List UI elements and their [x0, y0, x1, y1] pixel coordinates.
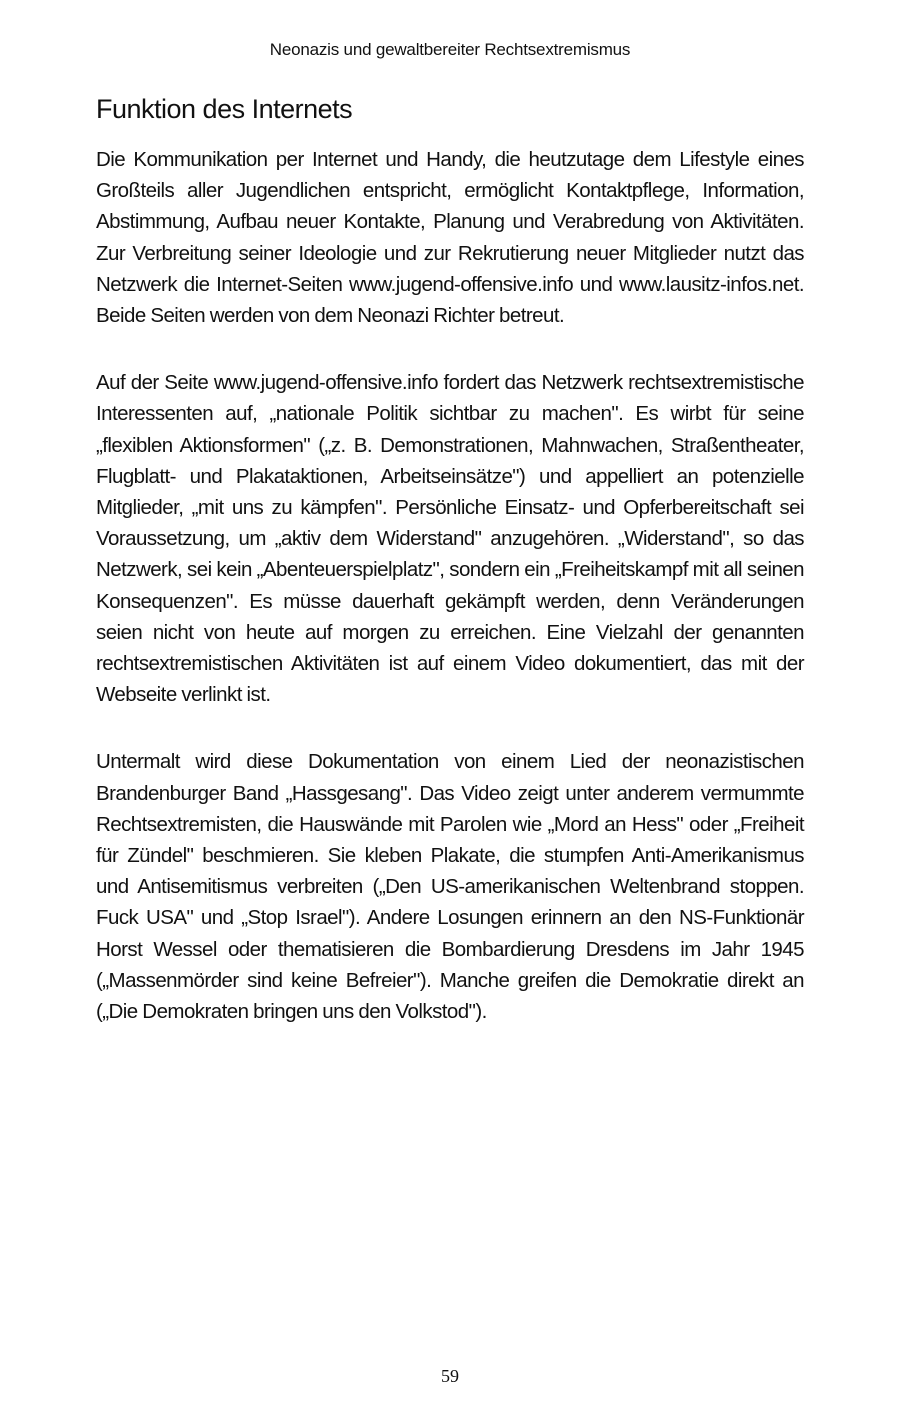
page-body	[96, 92, 804, 1063]
body-paragraph: Auf der Seite www.jugend-offensive.info fordert das Netzwerk rechtsextremistische Interessenten auf, „nationale Politik sichtbar zu machen". Es wirbt für seine „flexiblen Aktionsformen" („z. B. Demonstrationen, Mahnwachen, Straßentheater, Flugblatt- und Plakataktionen, Arbeitseinsätze") und appelliert an potenzielle Mitglieder, „mit uns zu kämpfen". Persönliche Einsatz- und Opferbereitschaft sei Voraussetzung, um „aktiv dem Widerstand" anzugehören. „Widerstand", so das Netzwerk, sei kein „Abenteuerspielplatz", sondern ein „Freiheitskampf mit all seinen Konsequenzen". Es müsse dauerhaft gekämpft werden, denn Veränderungen seien nicht von heute auf morgen zu erreichen. Eine Vielzahl der genannten rechtsextremistischen Aktivitäten ist auf einem Video dokumentiert, das mit der Webseite verlinkt ist.	[96, 371, 804, 707]
section-title: Funktion des Internets	[96, 94, 353, 124]
body-paragraph: Untermalt wird diese Dokumentation von einem Lied der neonazistischen Brandenburger Band „Hassgesang". Das Video zeigt unter anderem vermummte Rechtsextremisten, die Hauswände mit Parolen wie „Mord an Hess" oder „Freiheit für Zündel" beschmieren. Sie kleben Plakate, die stumpfen Anti-Amerikanismus und Antisemitismus verbreiten („Den US-amerikanischen Weltenbrand stoppen. Fuck USA" und „Stop Israel"). Andere Losungen erinnern an den NS-Funktionär Horst Wessel oder thematisieren die Bombardierung Dresdens im Jahr 1945 („Massenmörder sind keine Befreier"). Manche greifen die Demokratie direkt an („Die Demokraten bringen uns den Volkstod").	[96, 750, 804, 1024]
running-header: Neonazis und gewaltbereiter Rechtsextremismus	[269, 40, 631, 59]
page-number: 59	[441, 1366, 459, 1386]
body-paragraph: Die Kommunikation per Internet und Handy, die heutzutage dem Lifestyle eines Großteils aller Jugendlichen entspricht, ermöglicht Kontaktpflege, Information, Abstimmung, Aufbau neuer Kontakte, Planung und Verabredung von Aktivitäten. Zur Verbreitung seiner Ideologie und zur Rekrutierung neuer Mitglieder nutzt das Netzwerk die Internet-Seiten www.jugend-offensive.info und www.lausitz-infos.net. Beide Seiten werden von dem Neonazi Richter betreut.	[96, 148, 804, 328]
